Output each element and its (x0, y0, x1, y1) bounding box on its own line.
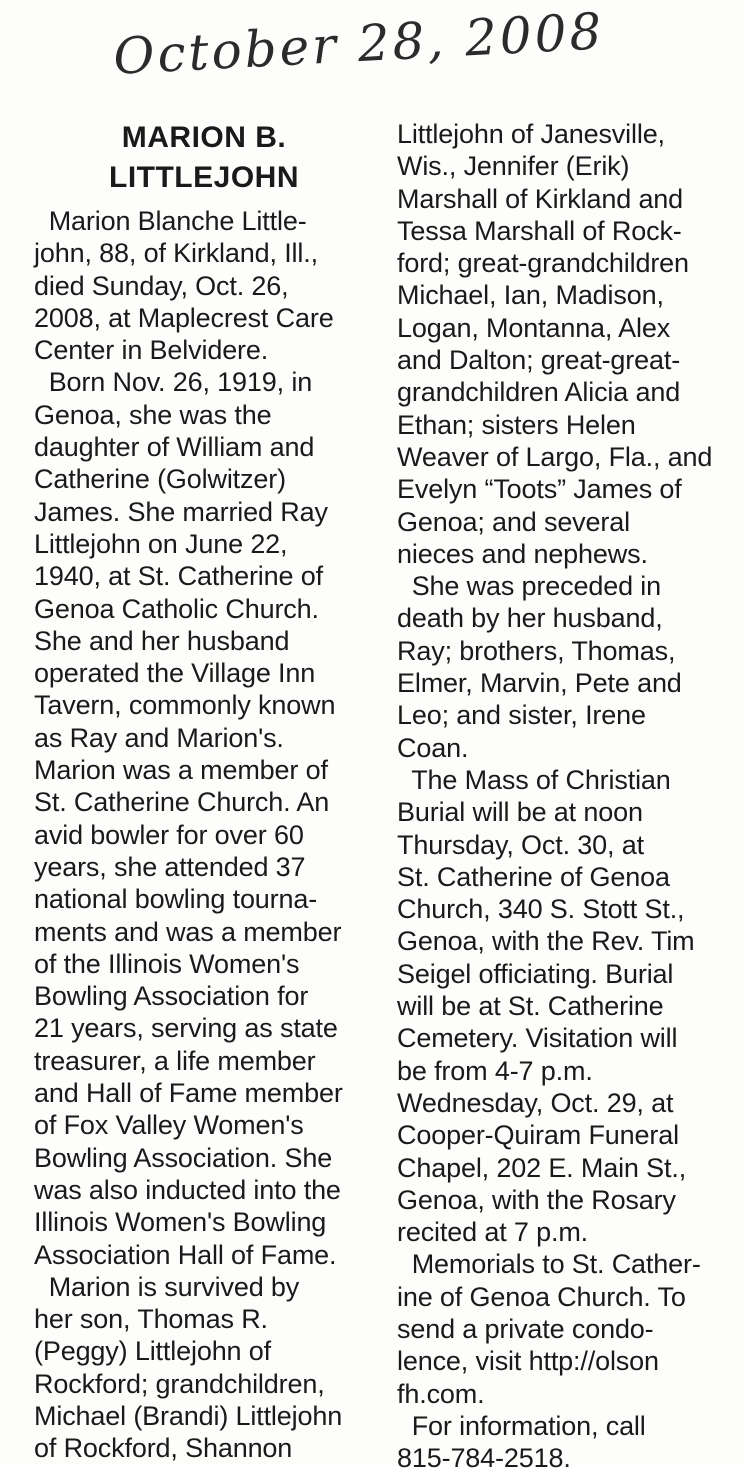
text-line: Weaver of Largo, Fla., and (397, 441, 713, 472)
text-line: recited at 7 p.m. (397, 1217, 589, 1248)
text-line: and Hall of Fame member (34, 1078, 343, 1109)
text-line: ments and was a member (34, 916, 342, 947)
text-line: 1940, at St. Catherine of (34, 561, 323, 592)
text-line: Littlejohn of Janesville, (397, 119, 665, 149)
text-line: was also inducted into the (34, 1174, 341, 1205)
text-line: john, 88, of Kirkland, Ill., (34, 238, 318, 269)
text-line: 815-784-2518. (397, 1443, 571, 1474)
text-line: death by her husband, (397, 603, 663, 634)
text-line: of Rockford, Shannon (34, 1433, 293, 1464)
headline-line-1: MARION B. (121, 121, 287, 154)
text-line: Marion was a member of (34, 755, 328, 786)
text-line: Genoa, with the Rosary (397, 1184, 676, 1215)
text-line: Tavern, commonly known (34, 690, 336, 721)
text-line: Littlejohn on June 22, (34, 528, 288, 559)
text-line: Born Nov. 26, 1919, in (34, 367, 313, 398)
text-line: Seigel officiating. Burial (397, 958, 674, 989)
text-line: ine of Genoa Church. To (397, 1281, 686, 1312)
text-line: Bowling Association for (34, 981, 309, 1012)
text-line: will be at St. Catherine (397, 991, 664, 1022)
text-line: years, she attended 37 (34, 851, 306, 882)
headline-line-2: LITTLEJOHN (109, 161, 299, 194)
text-line: Illinois Women's Bowling (34, 1207, 327, 1238)
text-line: grandchildren Alicia and (397, 377, 681, 408)
text-line: Logan, Montanna, Alex (397, 312, 671, 343)
text-line: Genoa, with the Rev. Tim (397, 926, 695, 957)
text-line: be from 4-7 p.m. (397, 1055, 593, 1086)
text-line: The Mass of Christian (397, 764, 671, 795)
text-line: as Ray and Marion's. (34, 722, 284, 753)
text-line: of Fox Valley Women's (34, 1110, 304, 1141)
text-line: Cooper-Quiram Funeral (397, 1120, 679, 1151)
text-line: Marshall of Kirkland and (397, 183, 684, 214)
text-line: operated the Village Inn (34, 658, 316, 689)
text-line: Genoa Catholic Church. (34, 593, 319, 624)
text-line: Evelyn “Toots” James of (397, 474, 682, 505)
text-line: send a private condo- (397, 1313, 654, 1344)
text-line: Center in Belvidere. (34, 335, 269, 366)
text-line: Bowling Association. She (34, 1142, 333, 1173)
text-line: James. She married Ray (34, 496, 328, 527)
text-line: Genoa; and several (397, 506, 630, 537)
text-line: 2008, at Maplecrest Care (34, 302, 334, 333)
text-line: Coan. (397, 732, 469, 763)
text-line: Marion Blanche Little- (34, 206, 307, 236)
text-line: lence, visit http://olson (397, 1346, 659, 1377)
text-line: died Sunday, Oct. 26, (34, 270, 289, 301)
text-line: national bowling tourna- (34, 884, 318, 915)
text-line: She was preceded in (397, 571, 662, 602)
text-line: Ray; brothers, Thomas, (397, 635, 676, 666)
text-line: Association Hall of Fame. (34, 1239, 337, 1270)
text-line: Wednesday, Oct. 29, at (397, 1087, 674, 1118)
text-line: For information, call (397, 1410, 646, 1441)
text-line: Marion is survived by (34, 1271, 300, 1302)
text-line: Chapel, 202 E. Main St., (397, 1152, 687, 1183)
text-line: Leo; and sister, Irene (397, 700, 646, 731)
text-line: St. Catherine Church. An (34, 787, 330, 818)
text-line: Rockford; grandchildren, (34, 1368, 325, 1399)
text-line: Catherine (Golwitzer) (34, 464, 286, 495)
text-line: Thursday, Oct. 30, at (397, 829, 644, 860)
left-column (34, 205, 374, 1465)
text-line: Genoa, she was the (34, 399, 272, 430)
handwritten-date: October 28, 2008 (112, 2, 606, 86)
text-line: Michael, Ian, Madison, (397, 280, 664, 311)
text-line: Cemetery. Visitation will (397, 1023, 678, 1054)
text-line: Tessa Marshall of Rock- (397, 215, 682, 246)
text-line: nieces and nephews. (397, 538, 648, 569)
text-line: fh.com. (397, 1378, 485, 1409)
text-line: Memorials to St. Cather- (397, 1249, 701, 1280)
text-line: Burial will be at noon (397, 797, 643, 828)
text-line: Elmer, Marvin, Pete and (397, 668, 682, 699)
right-column (397, 118, 737, 1474)
text-line: avid bowler for over 60 (34, 819, 304, 850)
text-line: Wis., Jennifer (Erik) (397, 151, 630, 182)
text-line: daughter of William and (34, 432, 315, 463)
text-line: ford; great-grandchildren (397, 248, 689, 279)
text-line: treasurer, a life member (34, 1045, 316, 1076)
text-line: her son, Thomas R. (34, 1304, 268, 1335)
text-line: 21 years, serving as state (34, 1013, 338, 1044)
text-line: Michael (Brandi) Littlejohn (34, 1400, 343, 1431)
text-line: (Peggy) Littlejohn of (34, 1336, 271, 1367)
text-line: Ethan; sisters Helen (397, 409, 636, 440)
text-line: of the Illinois Women's (34, 948, 300, 979)
text-line: St. Catherine of Genoa (397, 861, 670, 892)
text-line: Church, 340 S. Stott St., (397, 894, 685, 925)
obituary-headline (34, 118, 374, 198)
text-line: She and her husband (34, 625, 290, 656)
text-line: and Dalton; great-great- (397, 345, 681, 376)
